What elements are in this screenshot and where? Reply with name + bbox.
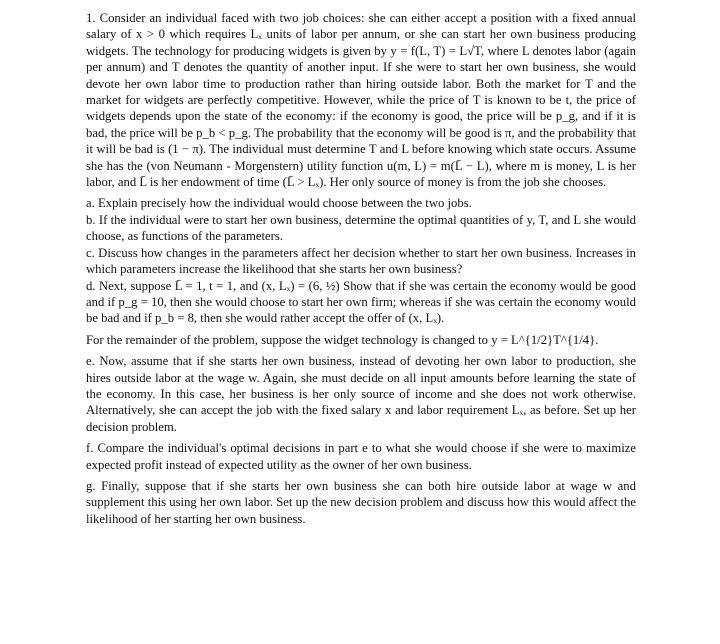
part-c: c. Discuss how changes in the parameters affect her decision whether to start her own business. Increases in which parameters increase the likelihood that she starts her own business?: [86, 245, 636, 277]
problem-intro: 1. Consider an individual faced with two job choices: she can either accept a position with a fixed annual salary of x > 0 which requires Lₓ units of labor per annum, or she can start her own business producing widgets. The technology for producing widgets is given by y = f(L, T) = L√T, where L denotes labor (again per annum) and T denotes the quantity of another input. If she were to start her own business, she would devote her own labor time to production rather than hiring outside labor. Both the market for T and the market for widgets are perfectly competitive. However, while the price of T is known to be t, the price of widgets depends upon the state of the economy: if the economy is good, the price will be p_g, and if it is bad, the price will be p_b < p_g. The probability that the economy will be good is π, and the probability that it will be bad is (1 − π). The individual must determine T and L before knowing which state occurs. Assume she has the (von Neumann - Morgenstern) utility function u(m, L) = m(L̄ − L), where m is money, L is her labor, and L̄ is her endowment of time (L̄ > Lₓ). Her only source of money is from the job she chooses.: [86, 11, 636, 190]
part-e: e. Now, assume that if she starts her own business, instead of devoting her own labor to production, she hires outside labor at the wage w. Again, she must decide on all input amounts before learning the state of the economy. In this case, her business is her only source of income and she does not work otherwise. Alternatively, she can accept the job with the fixed salary x and labor requirement Lₓ, as before. Set up her decision problem.: [86, 354, 636, 434]
part-d: d. Next, suppose L̄ = 1, t = 1, and (x, Lₓ) = (6, ½) Show that if she was certain the economy would be good and if p_g = 10, then she would choose to start her own firm; whereas if she was certain the economy would be bad and if p_b = 8, then she would rather accept the offer of (x, Lₓ).: [86, 278, 636, 326]
part-f: f. Compare the individual's optimal decisions in part e to what she would choose if she were to maximize expected profit instead of expected utility as the owner of her own business.: [86, 441, 636, 472]
remainder-note: For the remainder of the problem, suppose the widget technology is changed to y = L^{1/2}T^{1/4}.: [86, 332, 599, 347]
part-g: g. Finally, suppose that if she starts her own business she can both hire outside labor at wage w and supplement this using her own labor. Set up the new decision problem and discuss how this would affect the likelihood of her starting her own business.: [86, 478, 636, 526]
problem-document: [86, 10, 636, 527]
part-a: a. Explain precisely how the individual would choose between the two jobs.: [86, 196, 472, 211]
part-b: b. If the individual were to start her own business, determine the optimal quantities of y, T, and L she would choose, as functions of the parameters.: [86, 212, 636, 244]
